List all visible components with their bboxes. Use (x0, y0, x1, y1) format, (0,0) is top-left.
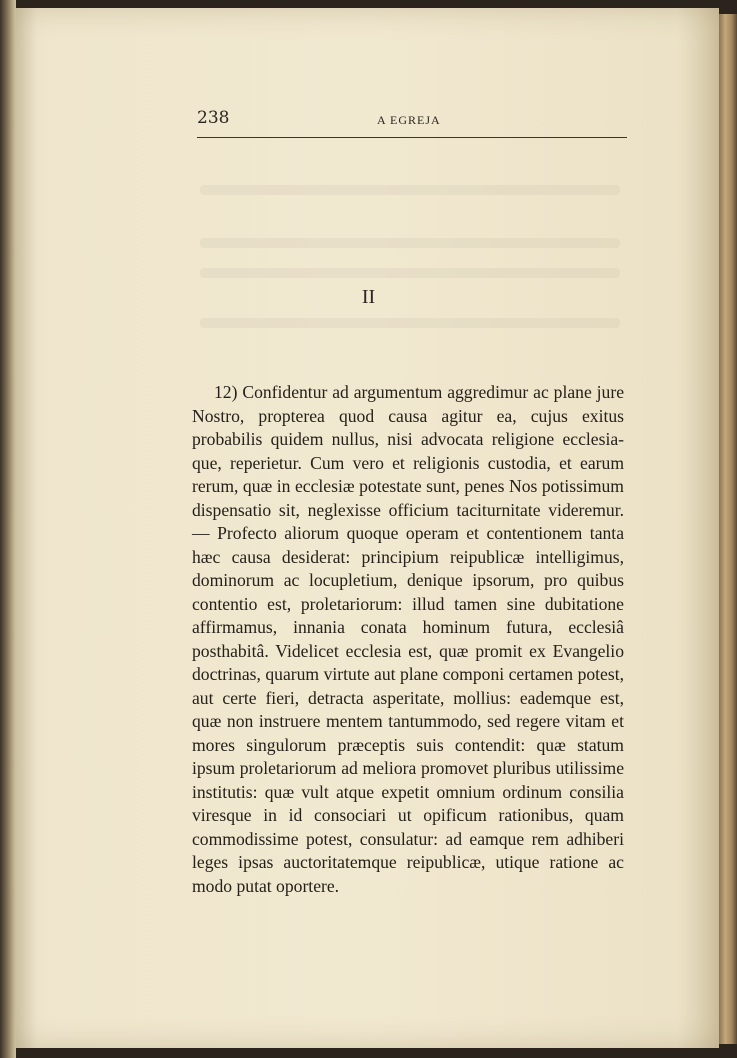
page-edges (719, 14, 737, 1044)
page-header (197, 108, 627, 138)
section-numeral: II (361, 286, 376, 308)
show-through-line (200, 185, 620, 195)
show-through-line (200, 318, 620, 328)
show-through-line (200, 238, 620, 248)
running-head: A EGREJA (377, 113, 441, 127)
show-through-line (200, 268, 620, 278)
body-text (192, 381, 624, 898)
header-rule (197, 137, 627, 138)
page-number: 238 (197, 108, 230, 128)
book-binding (0, 0, 16, 1058)
paragraph-12: 12) Confidentur ad argumentum aggredimur ac plane jure Nostro, propterea quod causa agitur ea, cujus exitus probabilis quidem nullus, nisi advocata religione ecclesiaque, reperietur. Cum vero et religionis custodia, et earum rerum, quæ in ecclesiæ potestate sunt, penes Nos potissimum dispensatio sit, neglexisse officium taciturnitate videremur. — Profecto aliorum quoque operam et contentionem tanta hæc causa desiderat: principium reipublicæ intelligimus, dominorum ac locupletium, denique ipsorum, pro quibus contentio est, proletariorum: illud tamen sine dubitatione affirmamus, innania conata hominum futura, ecclesiâ posthabitâ. Videlicet ecclesia est, quæ promit ex Evangelio doctrinas, quarum virtute aut plane componi certamen potest, aut certe fieri, detracta asperitate, mollius: eademque est, quæ non instruere mentem tantummodo, sed regere vitam et mores singulorum præceptis suis contendit: quæ statum ipsum proletariorum ad meliora promovet pluribus utilissime institutis: quæ vult atque expetit omnium ordinum consilia viresque in id consociari ut opificum rationibus, quam commodissime potest, consulatur: ad eamque rem adhiberi leges ipsas auctoritatemque reipublicæ, utique ratione ac modo putat oportere. (192, 382, 624, 896)
